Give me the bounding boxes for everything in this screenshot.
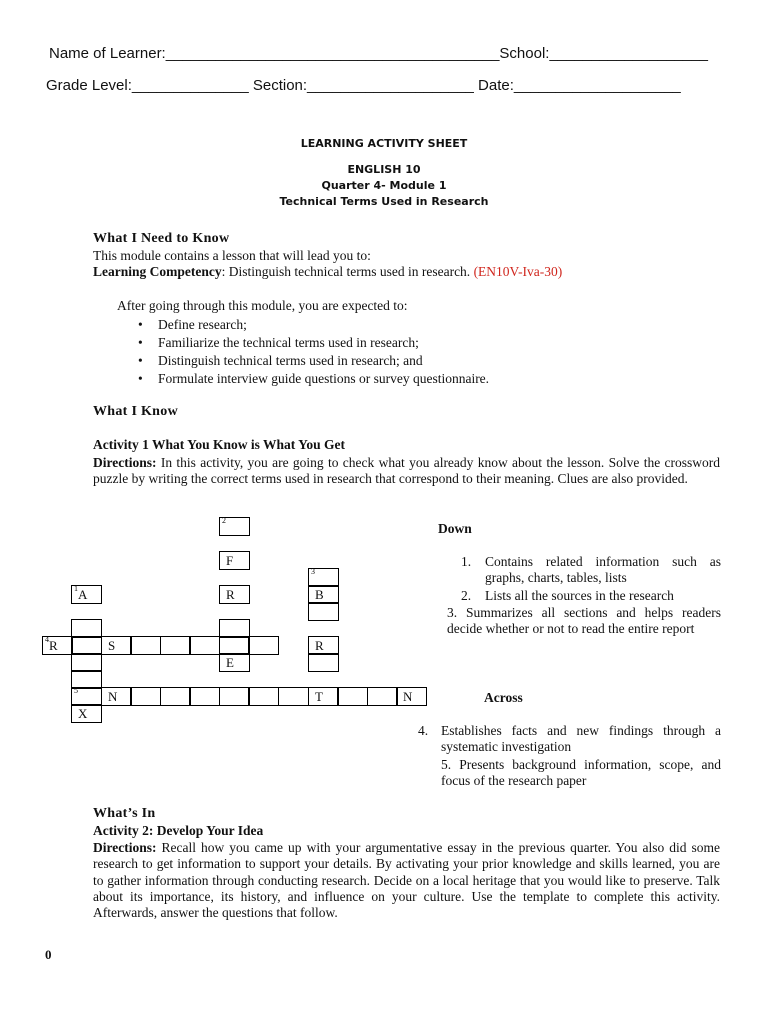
across-clue-5 (441, 757, 721, 790)
crossword-cell[interactable] (160, 636, 191, 655)
crossword-cell[interactable]: R (219, 585, 250, 604)
objective-item: • Formulate interview guide questions or survey questionnaire. (132, 370, 489, 388)
down-clue-2 (461, 588, 721, 604)
clue-text: Contains related information such as graphs, charts, tables, lists (485, 554, 721, 586)
clue-number: 1. (461, 554, 472, 569)
across-clue-4 (418, 723, 721, 756)
crossword-cell[interactable]: 2 (219, 517, 250, 536)
learner-name-school-line: Name of Learner:________________________________________School:___________________ (49, 45, 708, 62)
what-i-know-heading: What I Know (93, 404, 178, 419)
competency-text: : Distinguish technical terms used in research. (221, 264, 471, 279)
clue-number: 2. (461, 588, 472, 603)
clue-text: Summarizes all sections and helps readers decide whether or not to read the entire report (447, 605, 722, 637)
crossword-cell[interactable]: F (219, 551, 250, 570)
crossword-cell[interactable] (189, 636, 220, 655)
objective-item: • Define research; (132, 316, 489, 334)
page-number: 0 (45, 947, 52, 962)
down-heading: Down (438, 521, 472, 536)
activity-2-directions (93, 840, 720, 921)
crossword-cell[interactable]: S (101, 636, 132, 655)
crossword-cell[interactable] (278, 687, 309, 706)
clue-number: 3. (447, 605, 458, 620)
down-clue-1 (461, 554, 721, 587)
competency-label: Learning Competency (93, 264, 222, 279)
need-to-know-intro: This module contains a lesson that will lead you to: (93, 248, 371, 263)
sheet-title: LEARNING ACTIVITY SHEET (300, 137, 468, 150)
down-clue-3 (447, 605, 721, 638)
directions-text: Recall how you came up with your argumentative essay in the previous quarter. You also did some research to get information to support your details. By activating your prior knowledge and skills learned, you are to gather information through conducting research. Decide on a local heritage that you would like to preserve. Talk about its importance, its history, and influence on your culture. Use the template to complete this activity. Afterwards, answer the questions that follow. (93, 840, 720, 921)
crossword-cell[interactable]: 3 (308, 568, 339, 587)
competency-code: (EN10V-Iva-30) (473, 264, 563, 279)
crossword-cell[interactable]: N (101, 687, 132, 706)
crossword-cell[interactable]: N (396, 687, 427, 706)
crossword-cell[interactable] (248, 687, 279, 706)
crossword-cell[interactable]: R (308, 636, 339, 655)
subject-title: ENGLISH 10 (347, 163, 421, 176)
crossword-cell[interactable] (130, 687, 161, 706)
crossword-cell[interactable] (130, 636, 161, 655)
module-title: Quarter 4- Module 1 (321, 179, 447, 192)
clue-text: Establishes facts and new findings through a systematic investigation (441, 723, 721, 755)
activity-2-title: Activity 2: Develop Your Idea (93, 823, 264, 838)
topic-title: Technical Terms Used in Research (279, 195, 489, 208)
directions-label: Directions: (93, 840, 157, 855)
crossword-cell[interactable] (248, 636, 279, 655)
crossword-cell[interactable] (308, 602, 339, 621)
crossword-cell[interactable] (71, 636, 102, 655)
objective-item: • Distinguish technical terms used in research; and (132, 352, 489, 370)
crossword-cell[interactable]: X (71, 704, 102, 723)
crossword-cell[interactable]: E (219, 653, 250, 672)
crossword-cell[interactable]: 5 (71, 687, 102, 706)
crossword-cell[interactable] (337, 687, 368, 706)
crossword-cell[interactable]: T (308, 687, 339, 706)
need-to-know-heading: What I Need to Know (93, 231, 230, 246)
crossword-cell[interactable] (219, 636, 250, 655)
crossword-cell[interactable]: 1 A (71, 585, 102, 604)
crossword-cell[interactable] (367, 687, 398, 706)
clue-number: 5. (441, 757, 452, 772)
clue-text: Lists all the sources in the research (485, 588, 674, 603)
expected-intro: After going through this module, you are expected to: (117, 298, 408, 313)
crossword-cell[interactable] (160, 687, 191, 706)
grade-section-date-line: Grade Level:______________ Section:____________________ Date:____________________ (46, 77, 681, 94)
crossword-cell[interactable] (189, 687, 220, 706)
crossword-cell[interactable]: B (308, 585, 339, 604)
crossword-cell[interactable]: 4 R (42, 636, 73, 655)
whats-in-heading: What’s In (93, 806, 156, 821)
crossword-cell[interactable] (308, 653, 339, 672)
clue-number: 4. (418, 723, 429, 738)
activity-1-title: Activity 1 What You Know is What You Get (93, 437, 346, 452)
objective-item: • Familiarize the technical terms used in research; (132, 334, 489, 352)
directions-label: Directions: (93, 455, 157, 470)
clue-text: Presents background information, scope, and focus of the research paper (441, 757, 721, 789)
directions-text: In this activity, you are going to check what you already know about the lesson. Solve the crossword puzzle by writing the correct terms used in research that correspond to their meaning. Clues are also provided. (93, 455, 720, 487)
across-heading: Across (484, 690, 523, 705)
crossword-cell[interactable] (219, 687, 250, 706)
